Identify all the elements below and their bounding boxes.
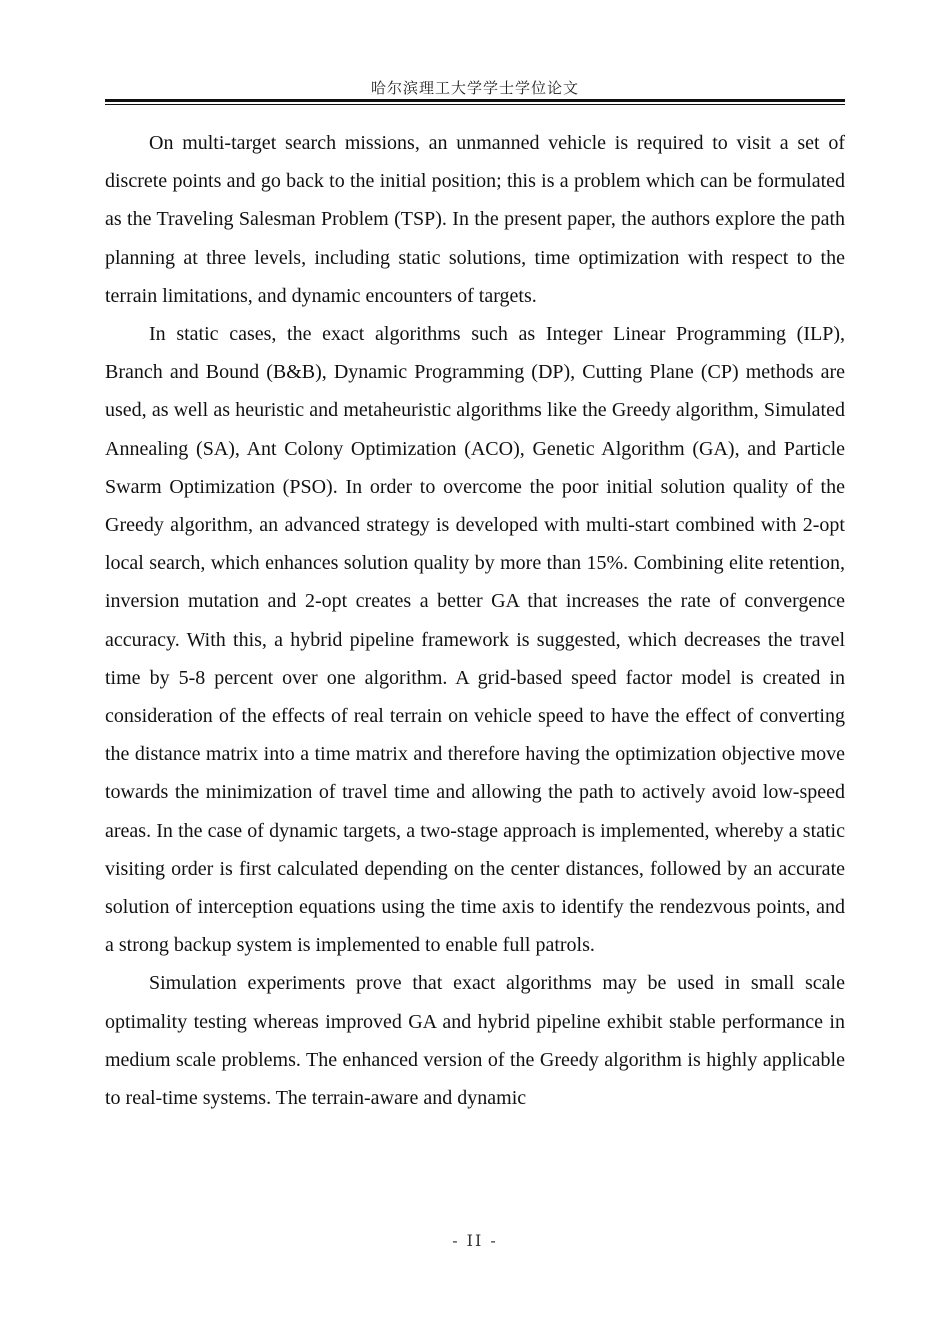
header-rule-thick — [105, 99, 845, 102]
abstract-body — [105, 124, 845, 1117]
running-header: 哈尔滨理工大学学士学位论文 — [370, 79, 579, 97]
page-number: - II - — [452, 1231, 498, 1250]
header-rule-thin — [105, 104, 845, 105]
paragraph-1: On multi-target search missions, an unmanned vehicle is required to visit a set of discrete points and go back to the initial position; this is a problem which can be formulated as the Traveling Salesman Problem (TSP). In the present paper, the authors explore the path planning at three levels, including static solutions, time optimization with respect to the terrain limitations, and dynamic encounters of targets. — [105, 132, 845, 307]
paragraph-2: In static cases, the exact algorithms such as Integer Linear Programming (ILP), Branch and Bound (B&B), Dynamic Programming (DP), Cutting Plane (CP) methods are used, as well as heuristic and metaheuristic algorithms like the Greedy algorithm, Simulated Annealing (SA), Ant Colony Optimization (ACO), Genetic Algorithm (GA), and Particle Swarm Optimization (PSO). In order to overcome the poor initial solution quality of the Greedy algorithm, an advanced strategy is developed with multi-start combined with 2-opt local search, which enhances solution quality by more than 15%. Combining elite retention, inversion mutation and 2-opt creates a better GA that increases the rate of convergence accuracy. With this, a hybrid pipeline framework is suggested, which decreases the travel time by 5-8 percent over one algorithm. A grid-based speed factor model is created in consideration of the effects of real terrain on vehicle speed to have the effect of converting the distance matrix into a time matrix and therefore having the optimization objective move towards the minimization of travel time and allowing the path to actively avoid low-speed areas. In the case of dynamic targets, a two-stage approach is implemented, whereby a static visiting order is first calculated depending on the center distances, followed by an accurate solution of interception equations using the time axis to identify the rendezvous points, and a strong backup system is implemented to enable full patrols. — [105, 323, 845, 957]
paragraph-3: Simulation experiments prove that exact algorithms may be used in small scale optimality testing whereas improved GA and hybrid pipeline exhibit stable performance in medium scale problems. The enhanced version of the Greedy algorithm is highly applicable to real-time systems. The terrain-aware and dynamic — [105, 972, 845, 1110]
